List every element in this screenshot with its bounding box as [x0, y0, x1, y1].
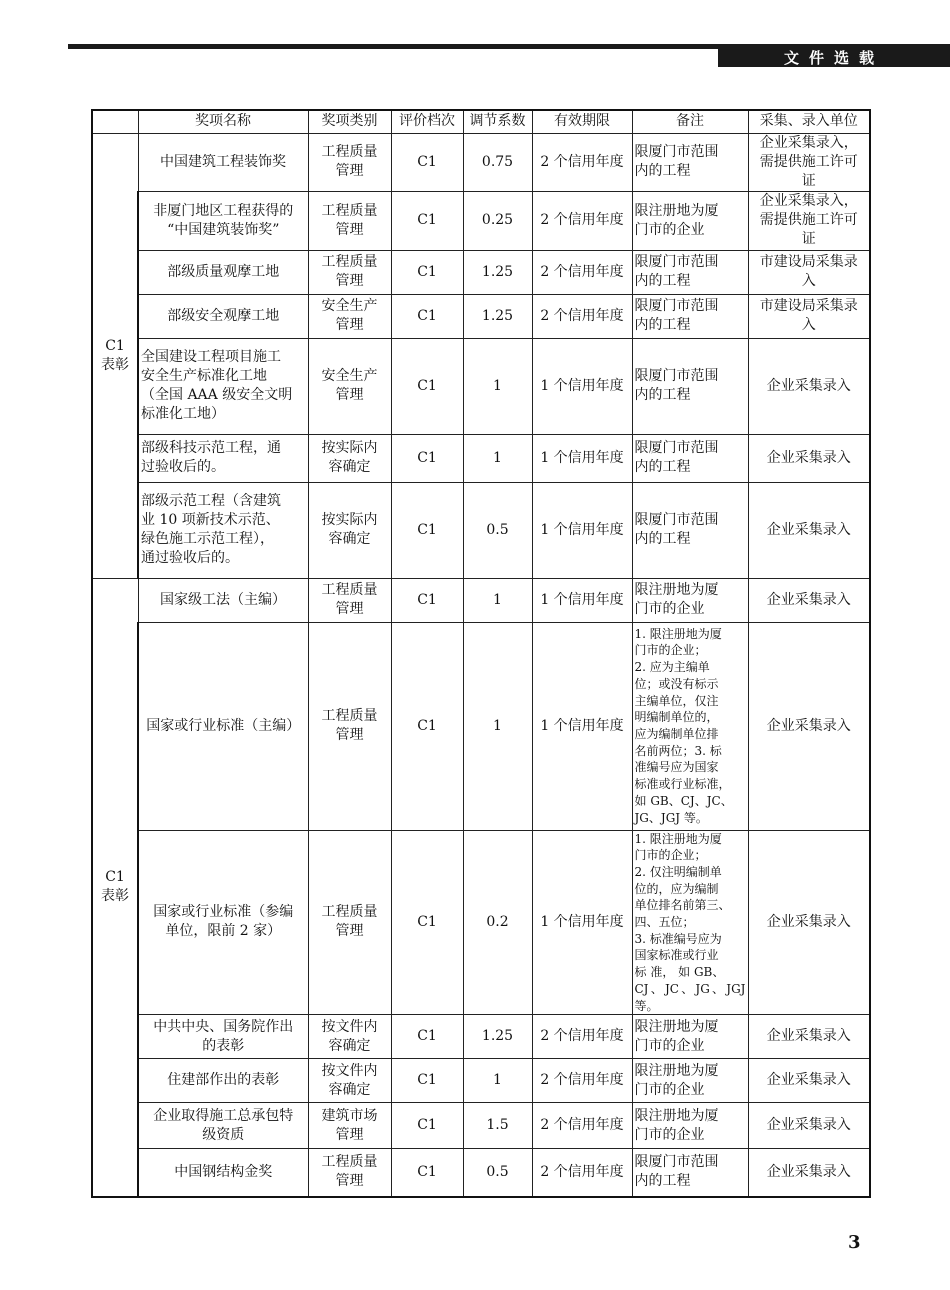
award-note: 限厦门市范围 内的工程 [632, 1149, 748, 1197]
award-note: 限厦门市范围 内的工程 [632, 338, 748, 434]
award-grade: C1 [391, 622, 463, 830]
award-grade: C1 [391, 250, 463, 294]
header-cell-validity: 有效期限 [532, 110, 632, 133]
award-note: 限注册地为厦 门市的企业 [632, 1103, 748, 1149]
award-collector: 市建设局采集录 入 [748, 294, 870, 338]
award-name: 部级科技示范工程，通 过验收后的。 [138, 434, 308, 482]
award-name: 中共中央、国务院作出 的表彰 [138, 1015, 308, 1059]
award-coefficient: 1.5 [463, 1103, 532, 1149]
award-coefficient: 1.25 [463, 1015, 532, 1059]
award-collector: 企业采集录入 [748, 1149, 870, 1197]
award-collector: 市建设局采集录 入 [748, 250, 870, 294]
award-name: 中国建筑工程装饰奖 [138, 133, 308, 191]
award-note: 限厦门市范围 内的工程 [632, 294, 748, 338]
award-note: 1. 限注册地为厦 门市的企业； 2. 应为主编单 位；或没有标示 主编单位，仅注 明编制单位的， 应为编制单位排 名前两位；3. 标 准编号应为国家 标准或行业标准， 如 GB、CJ、JC、 JG、JGJ 等。 [632, 622, 748, 830]
page-number: 3 [848, 1232, 861, 1253]
award-note: 限厦门市范围 内的工程 [632, 250, 748, 294]
award-category: 工程质量 管理 [308, 1149, 391, 1197]
award-coefficient: 0.25 [463, 191, 532, 250]
award-grade: C1 [391, 1015, 463, 1059]
award-grade: C1 [391, 1103, 463, 1149]
award-category: 工程质量 管理 [308, 133, 391, 191]
header-cell-group [92, 110, 138, 133]
award-validity: 2 个信用年度 [532, 1103, 632, 1149]
award-category: 按文件内 容确定 [308, 1059, 391, 1103]
table-row [92, 578, 870, 622]
award-note: 限注册地为厦 门市的企业 [632, 191, 748, 250]
award-collector: 企业采集录入 [748, 434, 870, 482]
award-grade: C1 [391, 294, 463, 338]
table-row [92, 622, 870, 830]
award-category: 按文件内 容确定 [308, 1015, 391, 1059]
award-note: 限注册地为厦 门市的企业 [632, 1015, 748, 1059]
award-category: 工程质量 管理 [308, 830, 391, 1015]
award-coefficient: 0.5 [463, 1149, 532, 1197]
table-row [92, 434, 870, 482]
table-row [92, 250, 870, 294]
award-note: 限注册地为厦 门市的企业 [632, 578, 748, 622]
award-category: 工程质量 管理 [308, 578, 391, 622]
group-label: C1 表彰 [92, 578, 138, 1197]
table-row [92, 1059, 870, 1103]
award-grade: C1 [391, 830, 463, 1015]
award-grade: C1 [391, 482, 463, 578]
award-coefficient: 1 [463, 622, 532, 830]
award-collector: 企业采集录入， 需提供施工许可 证 [748, 133, 870, 191]
award-note: 限厦门市范围 内的工程 [632, 482, 748, 578]
award-name: 国家或行业标准（参编 单位，限前 2 家） [138, 830, 308, 1015]
header-cell-category: 奖项类别 [308, 110, 391, 133]
award-category: 安全生产 管理 [308, 338, 391, 434]
table-row [92, 1103, 870, 1149]
award-validity: 2 个信用年度 [532, 294, 632, 338]
header-cell-name: 奖项名称 [138, 110, 308, 133]
award-validity: 2 个信用年度 [532, 191, 632, 250]
award-collector: 企业采集录入 [748, 1059, 870, 1103]
table-row [92, 294, 870, 338]
award-note: 限厦门市范围 内的工程 [632, 133, 748, 191]
award-collector: 企业采集录入 [748, 578, 870, 622]
award-coefficient: 1 [463, 1059, 532, 1103]
award-coefficient: 1.25 [463, 250, 532, 294]
award-name: 非厦门地区工程获得的 “中国建筑装饰奖” [138, 191, 308, 250]
award-coefficient: 0.2 [463, 830, 532, 1015]
group-label: C1 表彰 [92, 133, 138, 578]
award-grade: C1 [391, 1059, 463, 1103]
table-row [92, 1149, 870, 1197]
award-name: 全国建设工程项目施工 安全生产标准化工地 （全国 AAA 级安全文明 标准化工地） [138, 338, 308, 434]
header-cell-coefficient: 调节系数 [463, 110, 532, 133]
award-validity: 2 个信用年度 [532, 250, 632, 294]
award-validity: 1 个信用年度 [532, 578, 632, 622]
awards-table [91, 109, 871, 1198]
award-validity: 1 个信用年度 [532, 482, 632, 578]
award-collector: 企业采集录入 [748, 1015, 870, 1059]
award-note: 限厦门市范围 内的工程 [632, 434, 748, 482]
table-row [92, 191, 870, 250]
award-name: 住建部作出的表彰 [138, 1059, 308, 1103]
award-validity: 2 个信用年度 [532, 1149, 632, 1197]
award-coefficient: 1.25 [463, 294, 532, 338]
award-coefficient: 1 [463, 578, 532, 622]
award-name: 国家级工法（主编） [138, 578, 308, 622]
award-collector: 企业采集录入 [748, 1103, 870, 1149]
award-grade: C1 [391, 1149, 463, 1197]
award-name: 部级质量观摩工地 [138, 250, 308, 294]
header-cell-grade: 评价档次 [391, 110, 463, 133]
award-name: 国家或行业标准（主编） [138, 622, 308, 830]
award-category: 安全生产 管理 [308, 294, 391, 338]
award-grade: C1 [391, 133, 463, 191]
award-name: 部级示范工程（含建筑 业 10 项新技术示范、 绿色施工示范工程）， 通过验收后的。 [138, 482, 308, 578]
award-name: 企业取得施工总承包特 级资质 [138, 1103, 308, 1149]
award-category: 工程质量 管理 [308, 250, 391, 294]
award-grade: C1 [391, 191, 463, 250]
table-row [92, 830, 870, 1015]
award-coefficient: 0.75 [463, 133, 532, 191]
award-collector: 企业采集录入 [748, 830, 870, 1015]
award-collector: 企业采集录入 [748, 338, 870, 434]
award-grade: C1 [391, 434, 463, 482]
award-category: 建筑市场 管理 [308, 1103, 391, 1149]
award-validity: 2 个信用年度 [532, 133, 632, 191]
table-row [92, 482, 870, 578]
award-note: 1. 限注册地为厦 门市的企业； 2. 仅注明编制单 位的，应为编制 单位排名前第三、 四、五位； 3. 标准编号应为 国家标准或行业 标 准， 如 GB、 CJ、JC、JG、JGJ 等。 [632, 830, 748, 1015]
header-cell-note: 备注 [632, 110, 748, 133]
table-row [92, 338, 870, 434]
award-category: 工程质量 管理 [308, 191, 391, 250]
award-name: 部级安全观摩工地 [138, 294, 308, 338]
award-grade: C1 [391, 578, 463, 622]
award-coefficient: 0.5 [463, 482, 532, 578]
section-title: 文件选载 [718, 49, 950, 67]
award-collector: 企业采集录入 [748, 622, 870, 830]
award-collector: 企业采集录入 [748, 482, 870, 578]
awards-table-body [92, 133, 870, 1197]
award-grade: C1 [391, 338, 463, 434]
award-note: 限注册地为厦 门市的企业 [632, 1059, 748, 1103]
table-row [92, 133, 870, 191]
award-validity: 1 个信用年度 [532, 434, 632, 482]
table-row [92, 1015, 870, 1059]
award-validity: 1 个信用年度 [532, 338, 632, 434]
award-collector: 企业采集录入， 需提供施工许可 证 [748, 191, 870, 250]
award-coefficient: 1 [463, 338, 532, 434]
header-cell-collector: 采集、录入单位 [748, 110, 870, 133]
award-category: 工程质量 管理 [308, 622, 391, 830]
award-name: 中国钢结构金奖 [138, 1149, 308, 1197]
award-validity: 2 个信用年度 [532, 1059, 632, 1103]
award-category: 按实际内 容确定 [308, 482, 391, 578]
award-coefficient: 1 [463, 434, 532, 482]
award-category: 按实际内 容确定 [308, 434, 391, 482]
award-validity: 1 个信用年度 [532, 830, 632, 1015]
award-validity: 1 个信用年度 [532, 622, 632, 830]
award-validity: 2 个信用年度 [532, 1015, 632, 1059]
